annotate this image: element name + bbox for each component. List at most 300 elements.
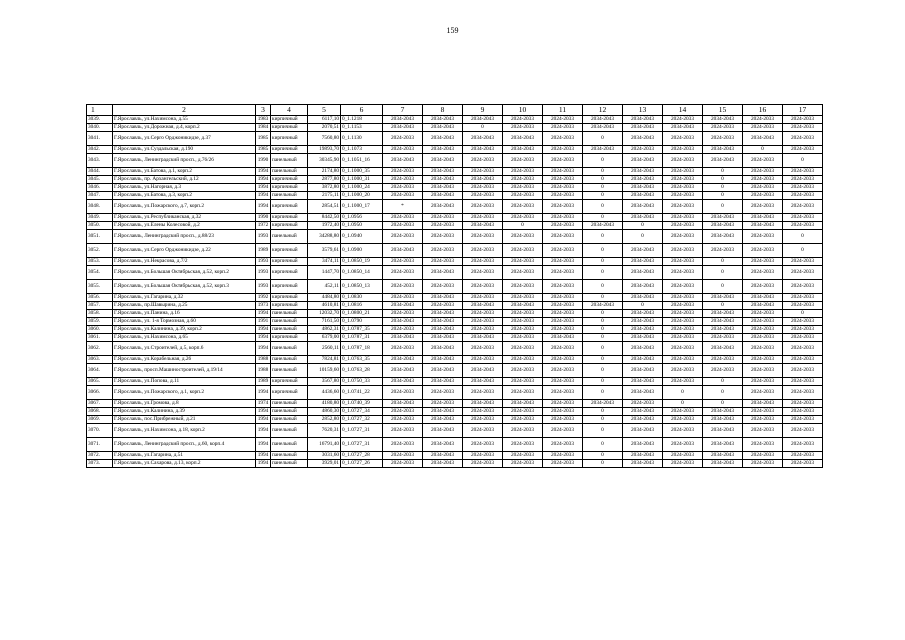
table-cell: 2034-2043 xyxy=(423,310,463,318)
table-cell: 2024-2033 xyxy=(623,400,663,408)
table-cell: панельный xyxy=(271,416,308,424)
table-cell: 0_1.0850_19 xyxy=(341,258,383,266)
table-cell: 2024-2033 xyxy=(783,416,823,424)
table-cell: 2034-2043 xyxy=(743,302,783,310)
table-cell: 2024-2033 xyxy=(383,214,423,222)
column-header: 7 xyxy=(383,105,423,116)
table-cell: 2024-2033 xyxy=(743,364,783,378)
table-cell: 2034-2043 xyxy=(703,460,743,468)
table-cell: 2024-2033 xyxy=(743,116,783,124)
table-cell: 1984 xyxy=(256,124,271,132)
table-cell: 2024-2033 xyxy=(503,258,543,266)
table-row xyxy=(87,302,823,310)
table-cell: кирпичный xyxy=(271,200,308,214)
table-cell: 2024-2033 xyxy=(503,116,543,124)
table-cell: 2024-2033 xyxy=(503,334,543,342)
table-cell: 2024-2033 xyxy=(543,438,583,452)
table-cell: 2034-2043 xyxy=(383,400,423,408)
table-row xyxy=(87,310,823,318)
table-cell: 2024-2033 xyxy=(463,408,503,416)
table-cell: 0 xyxy=(783,230,823,244)
table-cell: 2024-2033 xyxy=(783,378,823,386)
table-cell: 0 xyxy=(583,416,623,424)
table-cell: 2034-2043 xyxy=(623,192,663,200)
table-cell: 2034-2043 xyxy=(623,342,663,356)
table-cell: 2024-2033 xyxy=(783,294,823,302)
table-cell: 0 xyxy=(463,124,503,132)
table-cell: 2024-2033 xyxy=(783,424,823,438)
table-cell: 2024-2033 xyxy=(783,280,823,294)
table-row xyxy=(87,424,823,438)
table-cell: 2024-2033 xyxy=(663,200,703,214)
table-cell: 3062. xyxy=(87,342,113,356)
table-cell: 2024-2033 xyxy=(543,132,583,146)
column-header: 5 xyxy=(308,105,341,116)
table-cell: 0 xyxy=(623,230,663,244)
table-cell: кирпичный xyxy=(271,244,308,258)
table-cell: 2034-2043 xyxy=(743,214,783,222)
table-cell: 2024-2033 xyxy=(503,408,543,416)
table-cell: 2024-2033 xyxy=(743,168,783,176)
table-cell: 2034-2043 xyxy=(703,416,743,424)
table-cell: 2024-2033 xyxy=(743,244,783,258)
table-cell: 1990 xyxy=(256,154,271,168)
column-header: 13 xyxy=(623,105,663,116)
table-cell: Г.Ярославль, ул.Пожарского, д.1, корп.2 xyxy=(113,386,256,400)
table-cell: кирпичный xyxy=(271,386,308,400)
table-cell: 2034-2043 xyxy=(623,132,663,146)
table-cell: 0 xyxy=(583,378,623,386)
table-cell: 2024-2033 xyxy=(783,184,823,192)
table-row xyxy=(87,416,823,424)
table-cell: 2034-2043 xyxy=(703,326,743,334)
table-cell: 2024-2033 xyxy=(423,230,463,244)
table-cell: 3053. xyxy=(87,258,113,266)
table-row xyxy=(87,318,823,326)
table-cell: 2034-2043 xyxy=(583,124,623,132)
table-cell: 0_1.1073 xyxy=(341,146,383,154)
table-cell: 2034-2043 xyxy=(423,416,463,424)
table-cell: 1994 xyxy=(256,438,271,452)
table-cell: 2024-2033 xyxy=(543,424,583,438)
table-cell: 1994 xyxy=(256,168,271,176)
table-cell: 2034-2043 xyxy=(423,438,463,452)
table-cell: 2024-2033 xyxy=(503,310,543,318)
table-cell: 2034-2043 xyxy=(623,364,663,378)
table-cell: 4610,81 xyxy=(308,302,341,310)
table-cell: 0_1.0727_28 xyxy=(341,452,383,460)
table-cell: 2034-2043 xyxy=(423,124,463,132)
table-cell: 2034-2043 xyxy=(623,116,663,124)
table-cell: 2034-2043 xyxy=(623,294,663,302)
table-cell: 2024-2033 xyxy=(463,342,503,356)
table-cell: 2034-2043 xyxy=(703,318,743,326)
table-cell: 7560,80 xyxy=(308,132,341,146)
table-cell: 0_1.0800_21 xyxy=(341,310,383,318)
column-header: 11 xyxy=(543,105,583,116)
table-cell: 2034-2043 xyxy=(423,364,463,378)
table-cell: 2024-2033 xyxy=(463,244,503,258)
table-cell: панельный xyxy=(271,438,308,452)
table-cell: 2024-2033 xyxy=(463,214,503,222)
table-cell: 2034-2043 xyxy=(623,424,663,438)
table-cell: 2034-2043 xyxy=(703,116,743,124)
table-cell: 6117,10 xyxy=(308,116,341,124)
table-cell: панельный xyxy=(271,342,308,356)
table-cell: 2024-2033 xyxy=(663,408,703,416)
table-cell: 1993 xyxy=(256,258,271,266)
table-cell: 0 xyxy=(703,168,743,176)
table-cell: 0 xyxy=(583,318,623,326)
table-cell: 2034-2043 xyxy=(423,116,463,124)
table-cell: 2024-2033 xyxy=(743,438,783,452)
table-cell: 2024-2033 xyxy=(783,176,823,184)
table-cell: 0 xyxy=(583,334,623,342)
table-cell: 2034-2043 xyxy=(623,214,663,222)
table-cell: 2034-2043 xyxy=(423,378,463,386)
table-cell: 2852,80 xyxy=(308,416,341,424)
table-cell: 2034-2043 xyxy=(463,222,503,230)
table-cell: 2024-2033 xyxy=(543,184,583,192)
table-cell: 12032,70 xyxy=(308,310,341,318)
table-cell: панельный xyxy=(271,424,308,438)
table-cell: 2024-2033 xyxy=(743,318,783,326)
table-cell: 2034-2043 xyxy=(463,302,503,310)
table-cell: 2024-2033 xyxy=(543,326,583,334)
table-cell: 0 xyxy=(583,342,623,356)
table-cell: 1994 xyxy=(256,460,271,468)
table-cell: Г.Ярославль, ул.Нахимсона, д.55 xyxy=(113,116,256,124)
table-cell: 4862,31 xyxy=(308,326,341,334)
table-cell: 2024-2033 xyxy=(543,378,583,386)
table-cell: 2034-2043 xyxy=(623,318,663,326)
table-cell: 2034-2043 xyxy=(623,326,663,334)
table-cell: 16791,40 xyxy=(308,438,341,452)
table-cell: 3073. xyxy=(87,460,113,468)
table-cell: 2024-2033 xyxy=(503,386,543,400)
table-cell: 3063. xyxy=(87,356,113,364)
table-cell: 2070,51 xyxy=(308,124,341,132)
table-cell: 2024-2033 xyxy=(663,326,703,334)
table-cell: 2024-2033 xyxy=(463,386,503,400)
table-cell: 2024-2033 xyxy=(663,294,703,302)
table-cell: 2024-2033 xyxy=(663,244,703,258)
table-cell: 2024-2033 xyxy=(383,230,423,244)
table-cell: 3045. xyxy=(87,176,113,184)
table-cell: 2024-2033 xyxy=(383,192,423,200)
column-header: 14 xyxy=(663,105,703,116)
table-cell: 2024-2033 xyxy=(703,334,743,342)
table-cell: 0_1.1000_35 xyxy=(341,168,383,176)
table-cell: кирпичный xyxy=(271,294,308,302)
table-cell: 2024-2033 xyxy=(383,438,423,452)
table-cell: 7161,50 xyxy=(308,318,341,326)
table-cell: 2024-2033 xyxy=(463,460,503,468)
table-cell: панельный xyxy=(271,356,308,364)
table-cell: 2024-2033 xyxy=(463,326,503,334)
table-cell: 2034-2043 xyxy=(623,184,663,192)
table-cell: 2034-2043 xyxy=(383,154,423,168)
column-header: 2 xyxy=(113,105,256,116)
table-cell: 0 xyxy=(583,154,623,168)
table-cell: 2024-2033 xyxy=(783,452,823,460)
table-cell: 2034-2043 xyxy=(423,184,463,192)
table-cell: 2024-2033 xyxy=(743,176,783,184)
table-cell: 3066. xyxy=(87,386,113,400)
table-header-row xyxy=(87,105,823,116)
table-cell: 2034-2043 xyxy=(623,334,663,342)
table-cell: 0_1.0763_35 xyxy=(341,356,383,364)
table-cell: кирпичный xyxy=(271,214,308,222)
table-cell: 3071. xyxy=(87,438,113,452)
table-cell: 2034-2043 xyxy=(703,294,743,302)
table-cell: 7620,31 xyxy=(308,424,341,438)
table-cell: 0 xyxy=(583,452,623,460)
table-cell: 2034-2043 xyxy=(623,200,663,214)
table-cell: 0 xyxy=(583,176,623,184)
table-cell: панельный xyxy=(271,192,308,200)
table-cell: 2024-2033 xyxy=(503,184,543,192)
table-cell: 0_1.0787_18 xyxy=(341,342,383,356)
table-cell: 2024-2033 xyxy=(743,184,783,192)
table-cell: 1994 xyxy=(256,310,271,318)
table-cell: 2024-2033 xyxy=(503,192,543,200)
table-cell: 2024-2033 xyxy=(543,342,583,356)
table-cell: 2024-2033 xyxy=(783,200,823,214)
table-cell: 2024-2033 xyxy=(543,416,583,424)
table-cell: 1994 xyxy=(256,342,271,356)
table-cell: 2024-2033 xyxy=(743,408,783,416)
table-cell: 0 xyxy=(703,192,743,200)
table-cell: 2034-2043 xyxy=(423,334,463,342)
table-cell: 4436,60 xyxy=(308,386,341,400)
table-cell: 2024-2033 xyxy=(703,356,743,364)
table-cell: 2024-2033 xyxy=(783,438,823,452)
table-cell: 2024-2033 xyxy=(383,184,423,192)
table-cell: 2024-2033 xyxy=(503,424,543,438)
table-cell: 2024-2033 xyxy=(503,318,543,326)
table-cell: 3057. xyxy=(87,302,113,310)
table-cell: 2024-2033 xyxy=(503,416,543,424)
table-row xyxy=(87,132,823,146)
table-cell: 0 xyxy=(623,302,663,310)
table-cell: 2024-2033 xyxy=(503,342,543,356)
table-cell: 0 xyxy=(703,400,743,408)
table-cell: 0 xyxy=(583,230,623,244)
table-cell: 2034-2043 xyxy=(703,342,743,356)
table-cell: 2034-2043 xyxy=(423,342,463,356)
table-cell: 0_1.1051_16 xyxy=(341,154,383,168)
table-cell: 2024-2033 xyxy=(743,310,783,318)
table-cell: 2024-2033 xyxy=(463,192,503,200)
table-cell: 2034-2043 xyxy=(623,258,663,266)
column-header: 16 xyxy=(743,105,783,116)
table-cell: Г.Ярославль, Ленинградский просп., д.60, корп.4 xyxy=(113,438,256,452)
table-cell: 2024-2033 xyxy=(663,192,703,200)
table-cell: Г.Ярославль, ул.Некрасова, д.7/2 xyxy=(113,258,256,266)
table-cell: 2034-2043 xyxy=(423,460,463,468)
table-cell: 30345,90 xyxy=(308,154,341,168)
table-cell: 2024-2033 xyxy=(743,452,783,460)
table-cell: 2024-2033 xyxy=(543,302,583,310)
table-cell: 2024-2033 xyxy=(423,258,463,266)
table-cell: 3058. xyxy=(87,310,113,318)
table-cell: 3047. xyxy=(87,192,113,200)
table-cell: 2024-2033 xyxy=(663,334,703,342)
table-cell: 1989 xyxy=(256,378,271,386)
table-cell: Г.Ярославль, ул.Серго Орджоникидзе, д.37 xyxy=(113,132,256,146)
table-cell: 1994 xyxy=(256,176,271,184)
table-cell: 2034-2043 xyxy=(623,124,663,132)
table-cell: 2024-2033 xyxy=(743,386,783,400)
table-cell: 0_1.0787_31 xyxy=(341,334,383,342)
table-cell: панельный xyxy=(271,408,308,416)
table-cell: 0 xyxy=(743,146,783,154)
table-cell: 2024-2033 xyxy=(783,326,823,334)
table-cell: кирпичный xyxy=(271,280,308,294)
table-cell: 3061. xyxy=(87,334,113,342)
table-cell: 2034-2043 xyxy=(663,124,703,132)
table-cell: 2024-2033 xyxy=(743,280,783,294)
table-row xyxy=(87,356,823,364)
table-row xyxy=(87,124,823,132)
table-cell: 2024-2033 xyxy=(383,342,423,356)
table-cell: 3060. xyxy=(87,326,113,334)
table-cell: 1985 xyxy=(256,132,271,146)
table-cell: 0 xyxy=(703,176,743,184)
table-cell: 2024-2033 xyxy=(463,280,503,294)
table-cell: 2024-2033 xyxy=(503,364,543,378)
table-cell: 3069. xyxy=(87,416,113,424)
table-cell: 2034-2043 xyxy=(423,132,463,146)
table-cell: 2024-2033 xyxy=(503,378,543,386)
table-cell: 0 xyxy=(583,424,623,438)
table-cell: 2034-2043 xyxy=(383,244,423,258)
table-cell: 2024-2033 xyxy=(543,230,583,244)
table-cell: Г.Ярославль, ул.Республиканская, д.32 xyxy=(113,214,256,222)
table-cell: 2034-2043 xyxy=(623,280,663,294)
table-cell: 3579,61 xyxy=(308,244,341,258)
table-cell: 0 xyxy=(783,154,823,168)
table-cell: 2024-2033 xyxy=(783,116,823,124)
table-cell: 3068. xyxy=(87,408,113,416)
table-cell: 2024-2033 xyxy=(743,378,783,386)
table-cell: Г.Ярославль, ул.Батова, д.1, корп.2 xyxy=(113,168,256,176)
table-cell: 2034-2043 xyxy=(383,356,423,364)
table-cell: Г.Ярославль, ул.Пожарского, д.7, корп.2 xyxy=(113,200,256,214)
table-cell: Г.Ярославль, ул.Нахимсона, д.18, корп.2 xyxy=(113,424,256,438)
table-cell: * xyxy=(383,200,423,214)
table-cell: 3046. xyxy=(87,184,113,192)
table-cell: 2024-2033 xyxy=(503,168,543,176)
table-cell: кирпичный xyxy=(271,184,308,192)
table-cell: 2024-2033 xyxy=(383,326,423,334)
table-cell: 1993 xyxy=(256,280,271,294)
table-cell: 2024-2033 xyxy=(783,222,823,230)
table-cell: 2024-2033 xyxy=(423,302,463,310)
table-cell: Г.Ярославль, ул.Попова, д.11 xyxy=(113,378,256,386)
table-cell: 2024-2033 xyxy=(743,124,783,132)
table-cell: 2024-2033 xyxy=(503,460,543,468)
table-row xyxy=(87,280,823,294)
table-cell: 2024-2033 xyxy=(503,326,543,334)
table-cell: 3872,80 xyxy=(308,184,341,192)
table-cell: 2034-2043 xyxy=(623,408,663,416)
column-header: 17 xyxy=(783,105,823,116)
table-cell: 2024-2033 xyxy=(663,266,703,280)
table-cell: 2034-2043 xyxy=(623,356,663,364)
table-row xyxy=(87,222,823,230)
table-cell: Г.Ярославль, ул.Батова, д.3, корп.2 xyxy=(113,192,256,200)
table-cell: 4180,80 xyxy=(308,400,341,408)
table-cell: 0 xyxy=(583,214,623,222)
table-cell: 0 xyxy=(783,244,823,258)
table-cell: 3039. xyxy=(87,116,113,124)
table-cell: 2024-2033 xyxy=(663,310,703,318)
table-cell: 2024-2033 xyxy=(783,334,823,342)
table-row xyxy=(87,168,823,176)
table-cell: 2024-2033 xyxy=(543,318,583,326)
table-cell: 2034-2043 xyxy=(463,364,503,378)
table-cell: 0_1.0727_34 xyxy=(341,408,383,416)
table-cell: 2175,11 xyxy=(308,192,341,200)
table-cell: 2024-2033 xyxy=(663,416,703,424)
table-cell: 0_1.1000_31 xyxy=(341,176,383,184)
table-cell: 0_1.0741_22 xyxy=(341,386,383,400)
table-cell: Г.Ярославль, ул.Сахарова, д.13, корп.2 xyxy=(113,460,256,468)
table-cell: 452,11 xyxy=(308,280,341,294)
table-cell: Г.Ярославль, ул.Гагарина, д.32 xyxy=(113,294,256,302)
table-cell: 2024-2033 xyxy=(783,266,823,280)
table-cell: 2024-2033 xyxy=(543,408,583,416)
table-row xyxy=(87,400,823,408)
table-cell: 2024-2033 xyxy=(543,266,583,280)
table-cell: 6379,00 xyxy=(308,334,341,342)
table-row xyxy=(87,184,823,192)
table-cell: 0 xyxy=(663,400,703,408)
table-cell: 1992 xyxy=(256,294,271,302)
table-cell: 1447,70 xyxy=(308,266,341,280)
table-cell: 2034-2043 xyxy=(503,132,543,146)
table-cell: 2024-2033 xyxy=(783,460,823,468)
table-body xyxy=(87,116,823,468)
table-cell: 0_1.1218 xyxy=(341,116,383,124)
table-cell: 2034-2043 xyxy=(423,326,463,334)
table-cell: 2024-2033 xyxy=(383,258,423,266)
table-cell: 2024-2033 xyxy=(743,154,783,168)
table-cell: кирпичный xyxy=(271,176,308,184)
table-cell: Г.Ярославль, пос.Прибрежный, д.21 xyxy=(113,416,256,424)
table-cell: 0 xyxy=(703,184,743,192)
table-cell: 8442,50 xyxy=(308,214,341,222)
column-header: 1 xyxy=(87,105,113,116)
table-cell: 2024-2033 xyxy=(543,214,583,222)
table-cell: 2024-2033 xyxy=(423,400,463,408)
table-cell: 0_1.1130 xyxy=(341,132,383,146)
table-cell: 0 xyxy=(503,222,543,230)
table-cell: панельный xyxy=(271,400,308,408)
table-cell: 2024-2033 xyxy=(663,146,703,154)
table-cell: 2024-2033 xyxy=(383,310,423,318)
table-cell: 2024-2033 xyxy=(663,154,703,168)
table-cell: 2024-2033 xyxy=(423,214,463,222)
table-cell: 0 xyxy=(583,386,623,400)
table-cell: 2024-2033 xyxy=(543,452,583,460)
table-cell: 2024-2033 xyxy=(543,364,583,378)
table-row xyxy=(87,364,823,378)
table-cell: 0 xyxy=(583,310,623,318)
table-cell: 2034-2043 xyxy=(703,230,743,244)
